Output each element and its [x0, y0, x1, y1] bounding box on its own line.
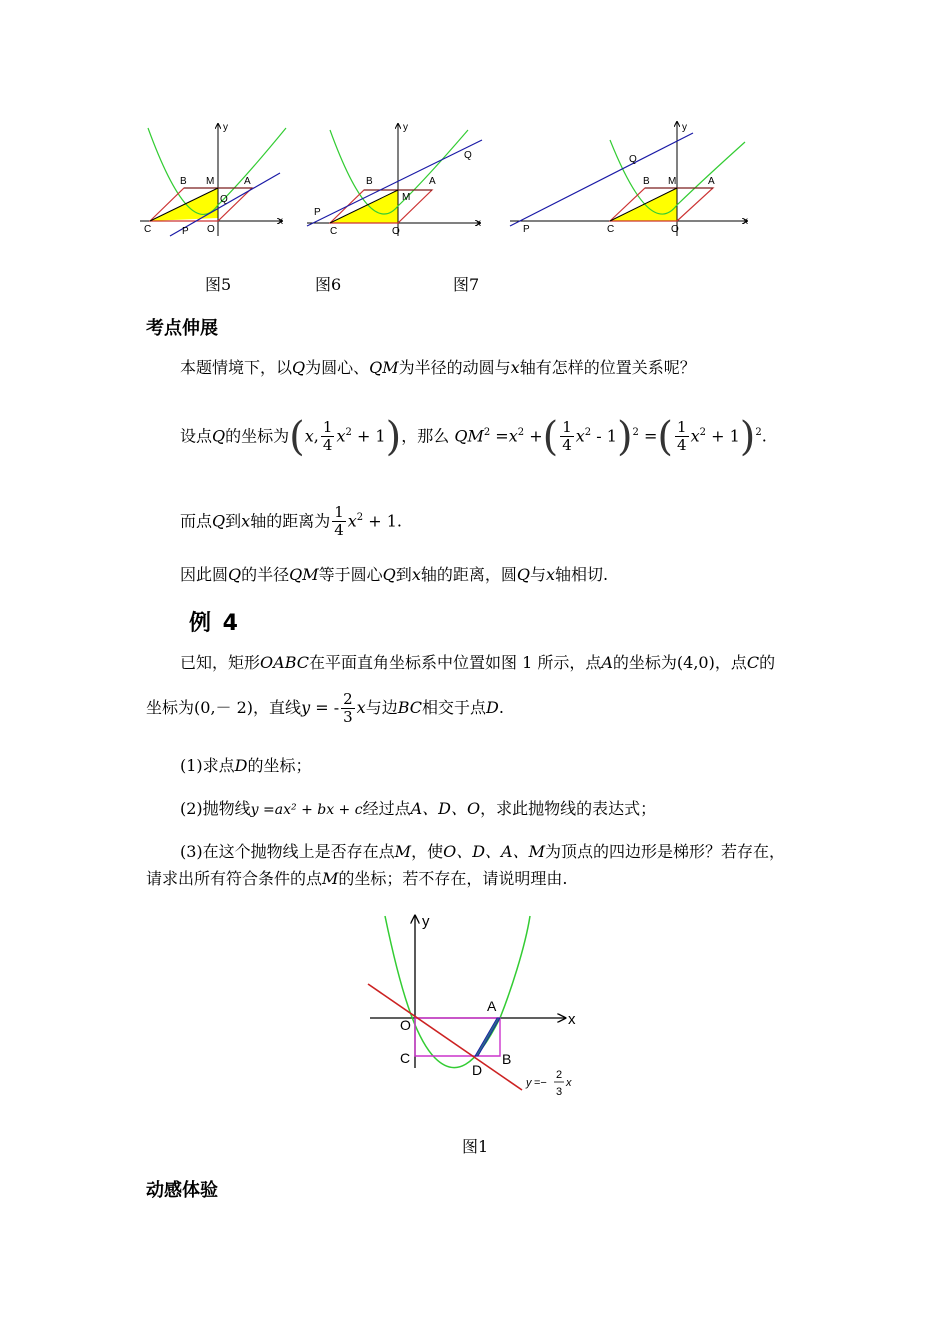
paragraph-3: 而点Q到x轴的距离为 $\frac{1}{4}$ $x^2 + 1$. [180, 503, 403, 540]
svg-text:B: B [366, 176, 373, 187]
svg-text:D: D [472, 1062, 483, 1078]
svg-text:O: O [207, 224, 215, 235]
svg-text:B: B [180, 176, 187, 187]
svg-text:x: x [278, 216, 283, 227]
paragraph-4: 因此圆Q的半径QM等于圆心Q到x轴的距离，圆Q与x轴相切. [180, 565, 609, 584]
question-3-line-1: (3)在这个抛物线上是否存在点M，使O、D、A、M为顶点的四边形是梯形？若存在， [180, 842, 785, 861]
svg-text:y: y [223, 122, 228, 133]
svg-text:y: y [682, 122, 687, 133]
caption-fig6: 图6 [315, 275, 342, 294]
svg-text:B: B [643, 176, 650, 187]
line-y-eq-minus-2-3-x [368, 984, 522, 1090]
svg-text:y: y [526, 1077, 532, 1089]
svg-text:=−: =− [534, 1077, 547, 1089]
svg-text:A: A [708, 176, 715, 187]
svg-text:M: M [206, 176, 215, 187]
svg-text:M: M [668, 176, 677, 187]
figure-5 [140, 118, 290, 238]
svg-text:C: C [607, 224, 615, 235]
svg-text:x: x [743, 216, 748, 227]
question-3-line-2: 请求出所有符合条件的点M的坐标；若不存在，请说明理由. [146, 869, 568, 888]
svg-text:O: O [671, 224, 679, 235]
segment-AD [475, 1018, 500, 1056]
caption-fig7: 图7 [453, 275, 480, 294]
svg-text:P: P [182, 226, 189, 237]
svg-text:B: B [502, 1051, 512, 1067]
example-line-1: 已知，矩形OABC在平面直角坐标系中位置如图 1 所示，点A的坐标为(4,0)，点C的 [180, 653, 776, 672]
svg-text:y: y [422, 913, 430, 930]
svg-text:A: A [244, 176, 251, 187]
svg-text:P: P [523, 224, 530, 235]
svg-text:C: C [330, 226, 338, 237]
section-title-extension: 考点伸展 [146, 318, 218, 339]
caption-fig1: 图1 [462, 1137, 489, 1156]
svg-text:x: x [476, 218, 481, 229]
line-equation-label [525, 1069, 572, 1098]
paragraph-1: 本题情境下，以Q为圆心、QM为半径的动圆与x轴有怎样的位置关系呢？ [180, 358, 696, 377]
svg-text:A: A [487, 998, 497, 1014]
svg-text:Q: Q [220, 194, 228, 205]
question-2: (2)抛物线y =ax² + bx + c经过点A、D、O，求此抛物线的表达式； [180, 799, 657, 818]
figure-1 [360, 908, 600, 1108]
figure-7 [505, 118, 755, 238]
svg-text:C: C [400, 1050, 411, 1066]
svg-text:C: C [144, 224, 152, 235]
svg-text:A: A [429, 176, 436, 187]
svg-text:P: P [314, 207, 321, 218]
parabola [330, 130, 468, 214]
question-1: (1)求点D的坐标； [180, 756, 312, 775]
svg-text:O: O [400, 1017, 411, 1033]
svg-text:Q: Q [629, 154, 637, 165]
figure-6 [302, 118, 487, 238]
svg-text:x: x [566, 1077, 572, 1089]
svg-text:M: M [402, 192, 411, 203]
paragraph-2: 设点Q的坐标为(x, $\frac{1}{4}$ $x^2 + 1$)，那么 $QM^2 =x^2$ +( $\frac{1}{4}$ $x^2 - 1)^2$ =( $\frac{1}{4}$ $x^2 + 1)^2$. [180, 413, 767, 460]
svg-text:2: 2 [556, 1069, 563, 1081]
svg-text:O: O [392, 226, 400, 237]
example-line-2: 坐标为(0,－ 2)，直线y = - $\frac{2}{3}$ x与边BC相交于点D. [146, 690, 504, 726]
example-title: 例 4 [189, 611, 240, 636]
svg-text:y: y [403, 122, 408, 133]
svg-text:3: 3 [556, 1086, 563, 1098]
caption-fig5: 图5 [205, 275, 232, 294]
svg-text:x: x [568, 1011, 576, 1028]
section-title-dynamic: 动感体验 [146, 1180, 218, 1201]
svg-text:Q: Q [464, 150, 472, 161]
